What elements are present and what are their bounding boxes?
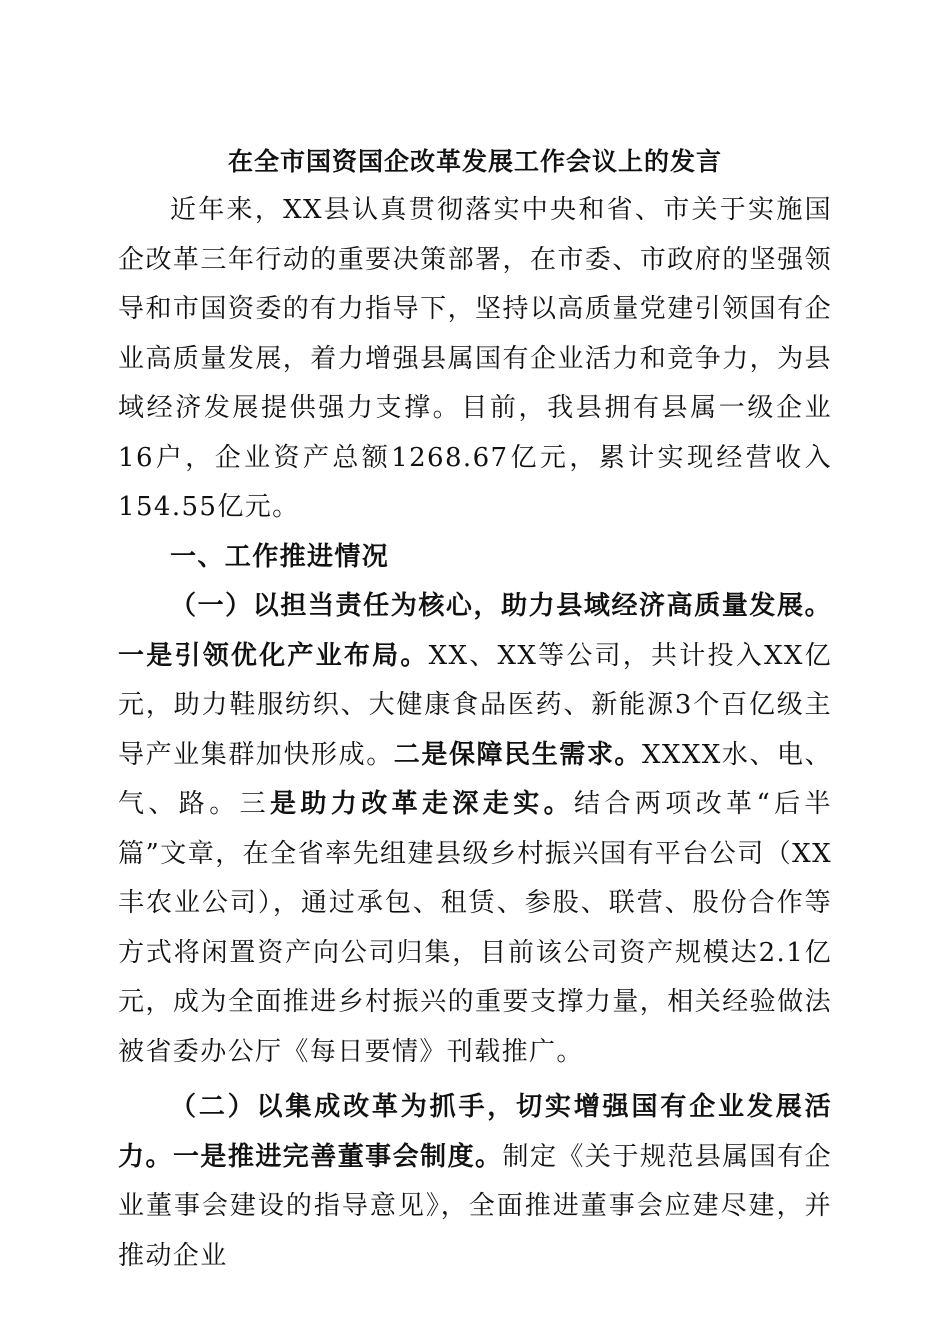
point-2-label: 二是保障民生需求。 — [393, 739, 643, 770]
section-heading-work-progress: 一、工作推进情况 — [170, 541, 390, 572]
document-title: 在全市国资国企改革发展工作会议上的发言 — [227, 147, 722, 176]
subsection-2-heading: （二）以集成改革为抓手，切实增强国有企业发展活力。 — [118, 1092, 832, 1172]
sub2-point-1-label: 一是推进完善董事会制度。 — [172, 1141, 503, 1172]
point-2-text: XXXX水、电、气、路。三 — [118, 739, 832, 819]
sub2-point-1-text: 制定《关于规范县属国有企业董事会建设的指导意见》，全面推进董事会应建尽建，并推动企业 — [118, 1141, 832, 1271]
subsection-1-paragraph — [118, 582, 832, 1077]
point-1-label: 一是引领优化产业布局。 — [118, 640, 429, 671]
point-1-text: XX、XX等公司，共计投入XX亿元，助力鞋服纺织、大健康食品医药、新能源3个百亿级主导产业集群加快形成。 — [118, 640, 832, 770]
point-3-text: 结合两项改革“后半篇”文章，在全省率先组建县级乡村振兴国有平台公司（XX丰农业公司），通过承包、租赁、参股、联营、股份合作等方式将闲置资产向公司归集，目前该公司资产规模达2.1亿元，成为全面推进乡村振兴的重要支撑力量，相关经验做法被省委办公厅《每日要情》刊载推广。 — [118, 789, 832, 1067]
point-3-label: 是助力改革走深走实。 — [270, 789, 575, 819]
subsection-1-heading: （一）以担当责任为核心，助力县域经济高质量发展。 — [170, 591, 832, 621]
subsection-2-paragraph — [118, 1083, 832, 1281]
intro-paragraph: 近年来，XX县认真贯彻落实中央和省、市关于实施国企改革三年行动的重要决策部署，在市委、市政府的坚强领导和市国资委的有力指导下，坚持以高质量党建引领国有企业高质量发展，着力增强县属国有企业活力和竞争力，为县域经济发展提供强力支撑。目前，我县拥有县属一级企业16户，企业资产总额1268.67亿元，累计实现经营收入154.55亿元。 — [118, 195, 832, 522]
document-page — [118, 138, 832, 1281]
